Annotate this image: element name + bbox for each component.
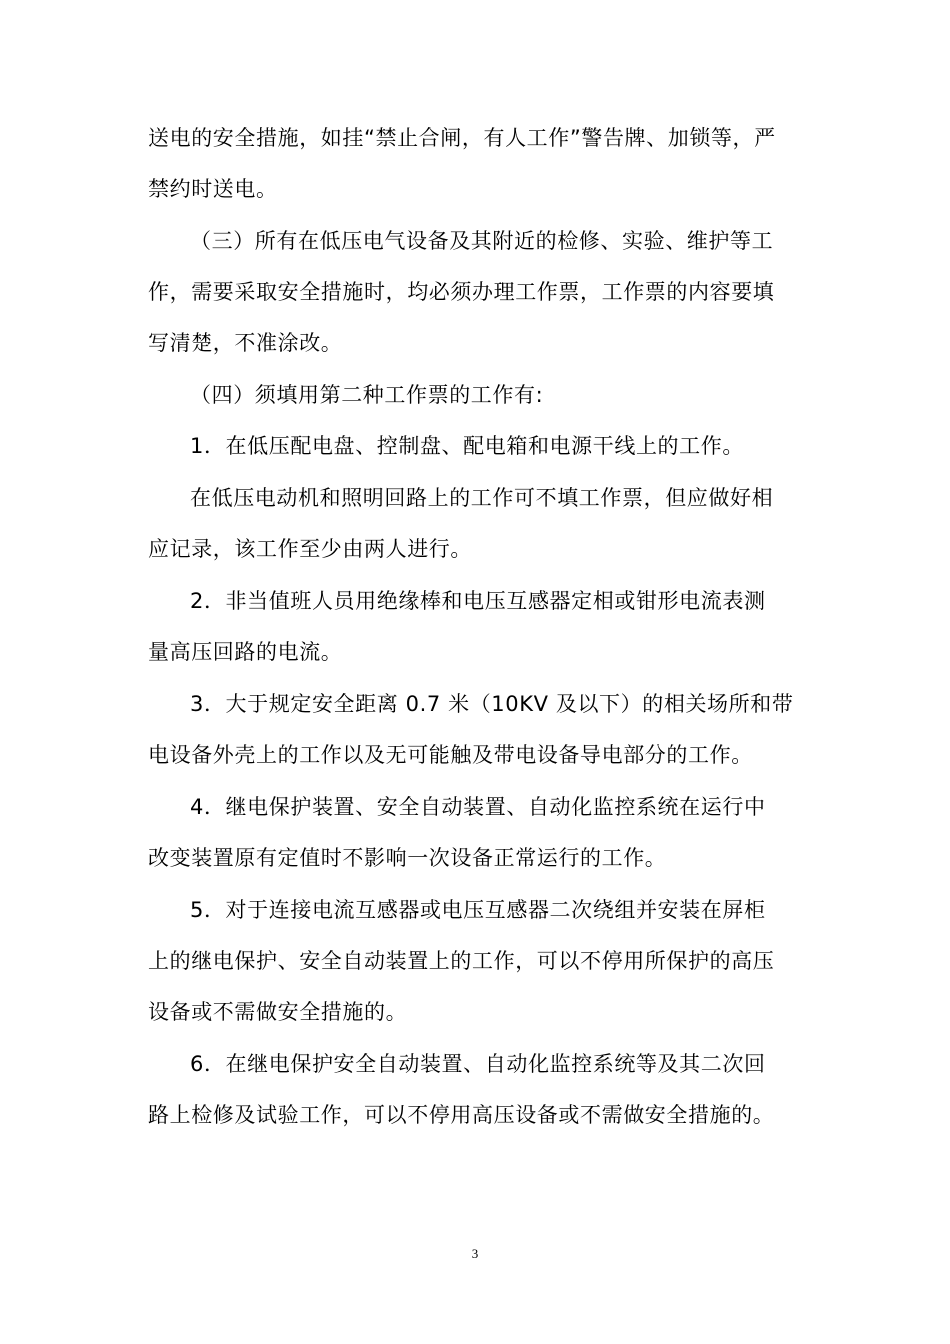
text-line: 量高压回路的电流。: [148, 640, 343, 664]
text-line: 禁约时送电。: [148, 177, 278, 201]
text-line: 1．在低压配电盘、控制盘、配电箱和电源干线上的工作。: [190, 434, 744, 458]
page-number: 3: [471, 1246, 479, 1261]
text-line: 应记录，该工作至少由两人进行。: [148, 537, 472, 561]
text-line: 5．对于连接电流互感器或电压互感器二次绕组并安装在屏柜: [190, 898, 766, 922]
text-line: 4．继电保护装置、安全自动装置、自动化监控系统在运行中: [190, 795, 766, 819]
text-line: 3．大于规定安全距离 0.7 米（10KV 及以下）的相关场所和带: [190, 692, 794, 716]
text-line: 路上检修及试验工作，可以不停用高压设备或不需做安全措施的。: [148, 1103, 775, 1127]
text-line: 2．非当值班人员用绝缘棒和电压互感器定相或钳形电流表测: [190, 589, 766, 613]
text-line: 送电的安全措施，如挂“禁止合闸，有人工作”警告牌、加锁等，严: [148, 126, 776, 150]
text-line: 改变装置原有定值时不影响一次设备正常运行的工作。: [148, 846, 667, 870]
text-line: （四）须填用第二种工作票的工作有:: [190, 383, 544, 407]
text-line: 电设备外壳上的工作以及无可能触及带电设备导电部分的工作。: [148, 743, 753, 767]
text-line: 作，需要采取安全措施时，均必须办理工作票，工作票的内容要填: [148, 280, 775, 304]
text-line: 在低压电动机和照明回路上的工作可不填工作票，但应做好相: [190, 486, 774, 510]
text-line: 6．在继电保护安全自动装置、自动化监控系统等及其二次回: [190, 1052, 766, 1076]
text-line: 写清楚，不准涂改。: [148, 331, 343, 355]
text-line: 上的继电保护、安全自动装置上的工作，可以不停用所保护的高压: [148, 949, 775, 973]
text-line: （三）所有在低压电气设备及其附近的检修、实验、维护等工: [190, 229, 774, 253]
text-line: 设备或不需做安全措施的。: [148, 1000, 408, 1024]
